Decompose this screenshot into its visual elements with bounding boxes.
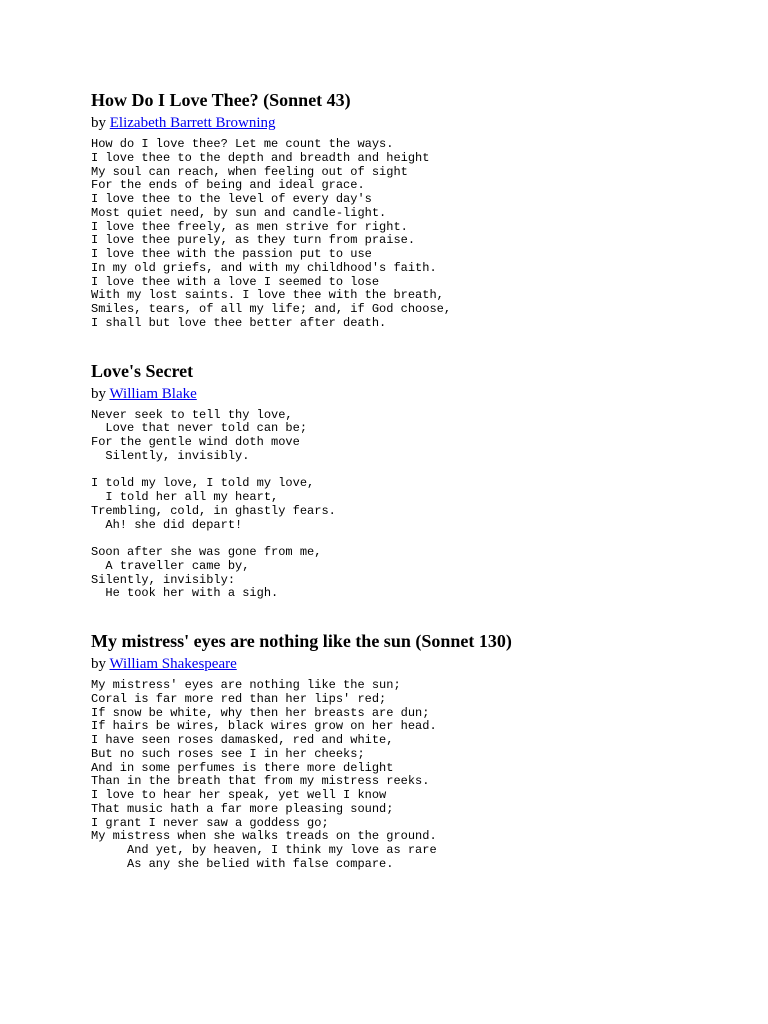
poem-sonnet-43 [91, 89, 768, 331]
poem-line: I love thee freely, as men strive for right. [91, 219, 408, 234]
poem-line: My soul can reach, when feeling out of sight [91, 164, 408, 179]
poem-line: But no such roses see I in her cheeks; [91, 746, 365, 761]
poem-line: I grant I never saw a goddess go; [91, 815, 329, 830]
poem-line: I love thee with the passion put to use [91, 247, 372, 261]
by-label: by [91, 656, 106, 672]
poem-line: Never seek to tell thy love, [91, 407, 293, 422]
poem-title: Love's Secret [91, 360, 194, 381]
poem-line: I told her all my heart, [91, 490, 279, 504]
byline [91, 654, 768, 674]
poem-line: Than in the breath that from my mistress reeks. [91, 774, 430, 789]
poem-line: Coral is far more red than her lips' red; [91, 691, 387, 706]
poem-line: For the ends of being and ideal grace. [91, 178, 365, 193]
author-link-william-shakespeare[interactable]: William Shakespeare [109, 656, 237, 672]
poem-line: Silently, invisibly: [91, 572, 236, 587]
poem-sonnet-130 [91, 630, 768, 872]
poem-line: How do I love thee? Let me count the ways. [91, 137, 394, 151]
poem-line: I love thee purely, as they turn from praise. [91, 233, 416, 248]
author-link-elizabeth-barrett-browning[interactable]: Elizabeth Barrett Browning [109, 115, 276, 131]
poem-line: I have seen roses damasked, red and white, [91, 733, 394, 747]
poem-line: Smiles, tears, of all my life; and, if God choose, [91, 302, 452, 316]
poem-line: Love that never told can be; [91, 421, 308, 436]
poem-line: My mistress' eyes are nothing like the sun; [91, 678, 401, 692]
poem-line: I told my love, I told my love, [91, 476, 315, 491]
poem-loves-secret [91, 360, 768, 602]
poem-line: A traveller came by, [91, 558, 250, 573]
poem-line: I love to hear her speak, yet well I know [91, 788, 387, 802]
by-label: by [91, 115, 106, 131]
poem-line: Soon after she was gone from me, [91, 545, 322, 559]
poem-title: My mistress' eyes are nothing like the sun (Sonnet 130) [91, 631, 512, 651]
poem-line: For the gentle wind doth move [91, 435, 300, 449]
author-link-william-blake[interactable]: William Blake [109, 385, 197, 402]
poem-line: Silently, invisibly. [91, 448, 250, 463]
poem-line: Ah! she did depart! [91, 517, 243, 532]
byline [91, 384, 768, 404]
byline [91, 113, 768, 133]
stanza [91, 477, 768, 532]
poem-line: That music hath a far more pleasing sound; [91, 801, 394, 816]
stanza [91, 138, 768, 331]
poem-title: How Do I Love Thee? (Sonnet 43) [91, 90, 351, 110]
poem-line: As any she belied with false compare. [91, 856, 394, 871]
poem-line: If hairs be wires, black wires grow on her head. [91, 719, 437, 734]
poem-line: I love thee to the level of every day's [91, 192, 372, 206]
poem-line: My mistress when she walks treads on the ground. [91, 829, 437, 844]
poem-line: I shall but love thee better after death. [91, 315, 387, 330]
poem-line: In my old griefs, and with my childhood's faith. [91, 260, 437, 275]
poem-line: Most quiet need, by sun and candle-light. [91, 205, 387, 220]
stanza [91, 546, 768, 601]
poem-line: I love thee with a love I seemed to lose [91, 274, 380, 289]
poem-line: With my lost saints. I love thee with the breath, [91, 288, 444, 303]
poem-line: And yet, by heaven, I think my love as rare [91, 843, 437, 857]
stanza [91, 679, 768, 872]
poem-line: And in some perfumes is there more delight [91, 760, 394, 775]
poem-line: I love thee to the depth and breadth and height [91, 150, 430, 165]
poem-line: If snow be white, why then her breasts are dun; [91, 705, 430, 720]
stanza [91, 409, 768, 464]
poem-line: Trembling, cold, in ghastly fears. [91, 503, 336, 518]
poem-line: He took her with a sigh. [91, 586, 279, 601]
by-label: by [91, 385, 106, 402]
